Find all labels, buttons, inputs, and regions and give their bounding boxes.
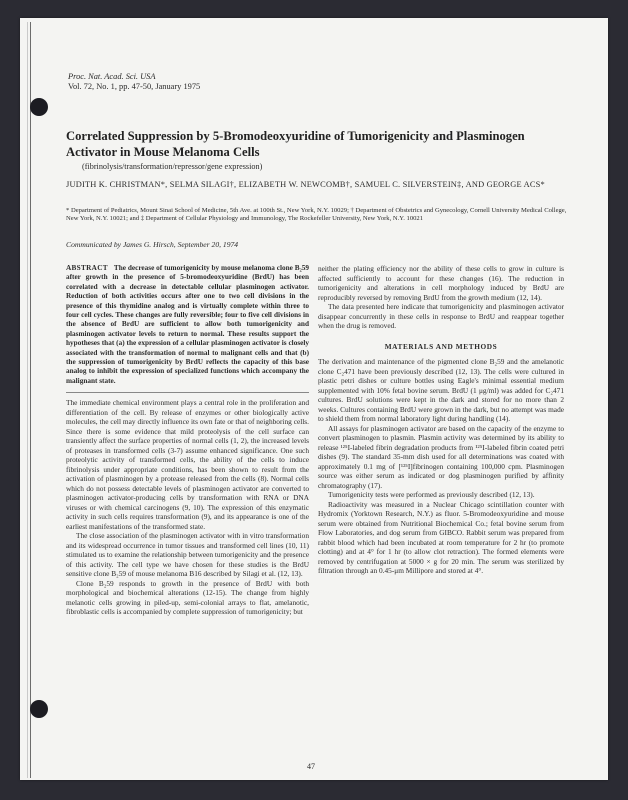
- body-paragraph: The immediate chemical environment plays a central role in the proliferation and differentiation of the cell. By release of enzymes or other biologically active molecules, the cell may directly influence its own fate or that of neighboring cells. Since there is some evidence that mild proteolysis of the cell surface can transiently affect the surface properties of normal cells (1, 2), the increased levels of proteases in transformed cells (3-7) assume enhanced significance. One such proteolytic activity of transformed cells, the ability of the cells to induce fibrinolysis under appropriate conditions, has been shown to result from the activation of plasminogen by a protease released from the cells (8). Normal cells which do not possess detectable levels of plasminogen activator are converted to plasminogen activator-producing cells by transformation with RNA or DNA viruses or with chemical carcinogens (9, 10). The expression of this enzymatic activity in such cells requires transformation (9), and its appearance is one of the earliest manifestations of the transformed state.: [66, 398, 309, 531]
- page-edge-line: [27, 22, 28, 778]
- methods-paragraph: The derivation and maintenance of the pigmented clone B₂59 and the amelanotic clone C₂471 have been previously described (12, 13). The cells were cultured in plastic petri dishes or culture bottles using Eagle's minimal essential medium supplemented with 10% fetal bovine serum. BrdU (1 μg/ml) was added for C₂471 cultures. BrdU solutions were kept in the dark and stored for no more than 2 weeks. Cultures containing BrdU were grown in the dark, but no attempt was made to shield them from normal laboratory light during handling (14).: [318, 357, 564, 423]
- binding-line: [30, 22, 31, 778]
- methods-paragraph: Tumorigenicity tests were performed as previously described (12, 13).: [328, 490, 535, 499]
- body-paragraph: Clone B₂59 responds to growth in the presence of BrdU with both morphological and biochemical alterations (12-15). The change from highly melanotic cells growing in piled-up, semi-colonial arrays to flat, amelanotic, fibroblastic cells is accompanied by complete suppression of tumorigenicity; but: [66, 578, 309, 617]
- journal-name: Proc. Nat. Acad. Sci. USA: [68, 72, 156, 81]
- article-keywords: (fibrinolysis/transformation/repressor/gene expression): [82, 162, 263, 171]
- body-paragraph: neither the plating efficiency nor the ability of these cells to grow in culture is affected sufficiently to account for these changes (16). The reduction in tumorigenicity and alterations in cell morphology induced by BrdU are reproducibly reversed by removing BrdU from the growth medium (12, 14).: [318, 264, 564, 302]
- page-number: 47: [307, 762, 315, 771]
- methods-paragraph: Radioactivity was measured in a Nuclear Chicago scintillation counter with Hydromix (Yorktown Research, N.Y.) as fluor. 5-Bromodeoxyuridine and mouse serum were obtained from Nutritional Biochemical Co.; fetal bovine serum from Flow Laboratories, and dog serum from GIBCO. Rabbit serum was prepared from rabbit blood which had been incubated at room temperature for 2 hr (to promote clotting) and at 4° for 1 hr (to allow clot retraction). The formed elements were removed by centrifugation at 5000 × g for 20 min. The serum was sterilized by filtration through an 0.45-μm Millipore and stored at 4°.: [318, 499, 564, 575]
- journal-header: [68, 72, 200, 92]
- left-column: [66, 264, 309, 617]
- abstract-text: The decrease of tumorigenicity by mouse melanoma clone B₂59 after growth in the presence of 5-bromodeoxyuridine (BrdU) has been correlated with a decrease in detectable cellular plasminogen activator. Reduction of both activities occurs after one to two cell divisions in the presence of this thymidine analog and is virtually complete within three to four cell cycles. These changes are fully reversible; four to five cell divisions in the absence of BrdU are sufficient to allow both tumorigenicity and plasminogen activator levels to return to normal. These results support the hypotheses that (a) the expression of a cellular plasminogen activator is closely associated with the transformation of normal to malignant cells and that (b) the suppression of tumorigenicity by BrdU reflects the capacity of this base analog to inhibit the expression of specialized functions which accompany the malignant state.: [66, 264, 309, 385]
- punch-hole-top: [30, 98, 48, 116]
- abstract-divider: [66, 392, 309, 393]
- body-paragraph: The data presented here indicate that tumorigenicity and plasminogen activator disappear concurrently in these cells in response to BrdU and reappear together when the drug is removed.: [318, 302, 564, 330]
- abstract-label: ABSTRACT: [66, 264, 108, 272]
- section-heading-methods: MATERIALS AND METHODS: [384, 341, 498, 351]
- body-paragraph: The close association of the plasminogen activator with in vitro transformation and its widespread occurrence in tumor tissues and transformed cell lines (10, 11) stimulated us to examine the relationship between tumorigenicity and the presence of this activity. The cell type we have chosen for these studies is the BrdU sensitive clone B₂59 of mouse melanoma B16 described by Silagi et al. (12, 13).: [66, 531, 309, 579]
- methods-paragraph: All assays for plasminogen activator are based on the capacity of the enzyme to convert plasminogen to plasmin. Plasmin activity was determined by its ability to release ¹²⁵I-labeled fibrin degradation products from ¹²⁵I-labeled fibrin coated petri dishes (9). The standard 35-mm dish used for all determinations was coated with approximately 0.1 mg of [¹²⁵I]fibrinogen containing 100,000 cpm. Plasminogen source was either serum as indicated or dog plasminogen purified by affinity chromatography (17).: [318, 423, 564, 490]
- communicated-by: Communicated by James G. Hirsch, September 20, 1974: [66, 240, 239, 249]
- punch-hole-bottom: [30, 700, 48, 718]
- journal-citation: Vol. 72, No. 1, pp. 47-50, January 1975: [68, 82, 201, 91]
- article-authors: JUDITH K. CHRISTMAN*, SELMA SILAGI†, ELIZABETH W. NEWCOMB†, SAMUEL C. SILVERSTEIN‡, AND GEORGE ACS*: [66, 180, 545, 189]
- abstract: [66, 264, 309, 386]
- right-column: [318, 264, 564, 576]
- author-affiliations: * Department of Pediatrics, Mount Sinai School of Medicine, 5th Ave. at 100th St., New York, N.Y. 10029; † Department of Obstetrics and Gynecology, Cornell University Medical College, New York, N.Y. 10021; and ‡ Department of Cellular Physiology and Immunology, The Rockefeller University, New York, N.Y. 10021: [66, 207, 567, 223]
- article-title: Correlated Suppression by 5-Bromodeoxyuridine of Tumorigenicity and Plasminogen Activator in Mouse Melanoma Cells: [66, 129, 525, 159]
